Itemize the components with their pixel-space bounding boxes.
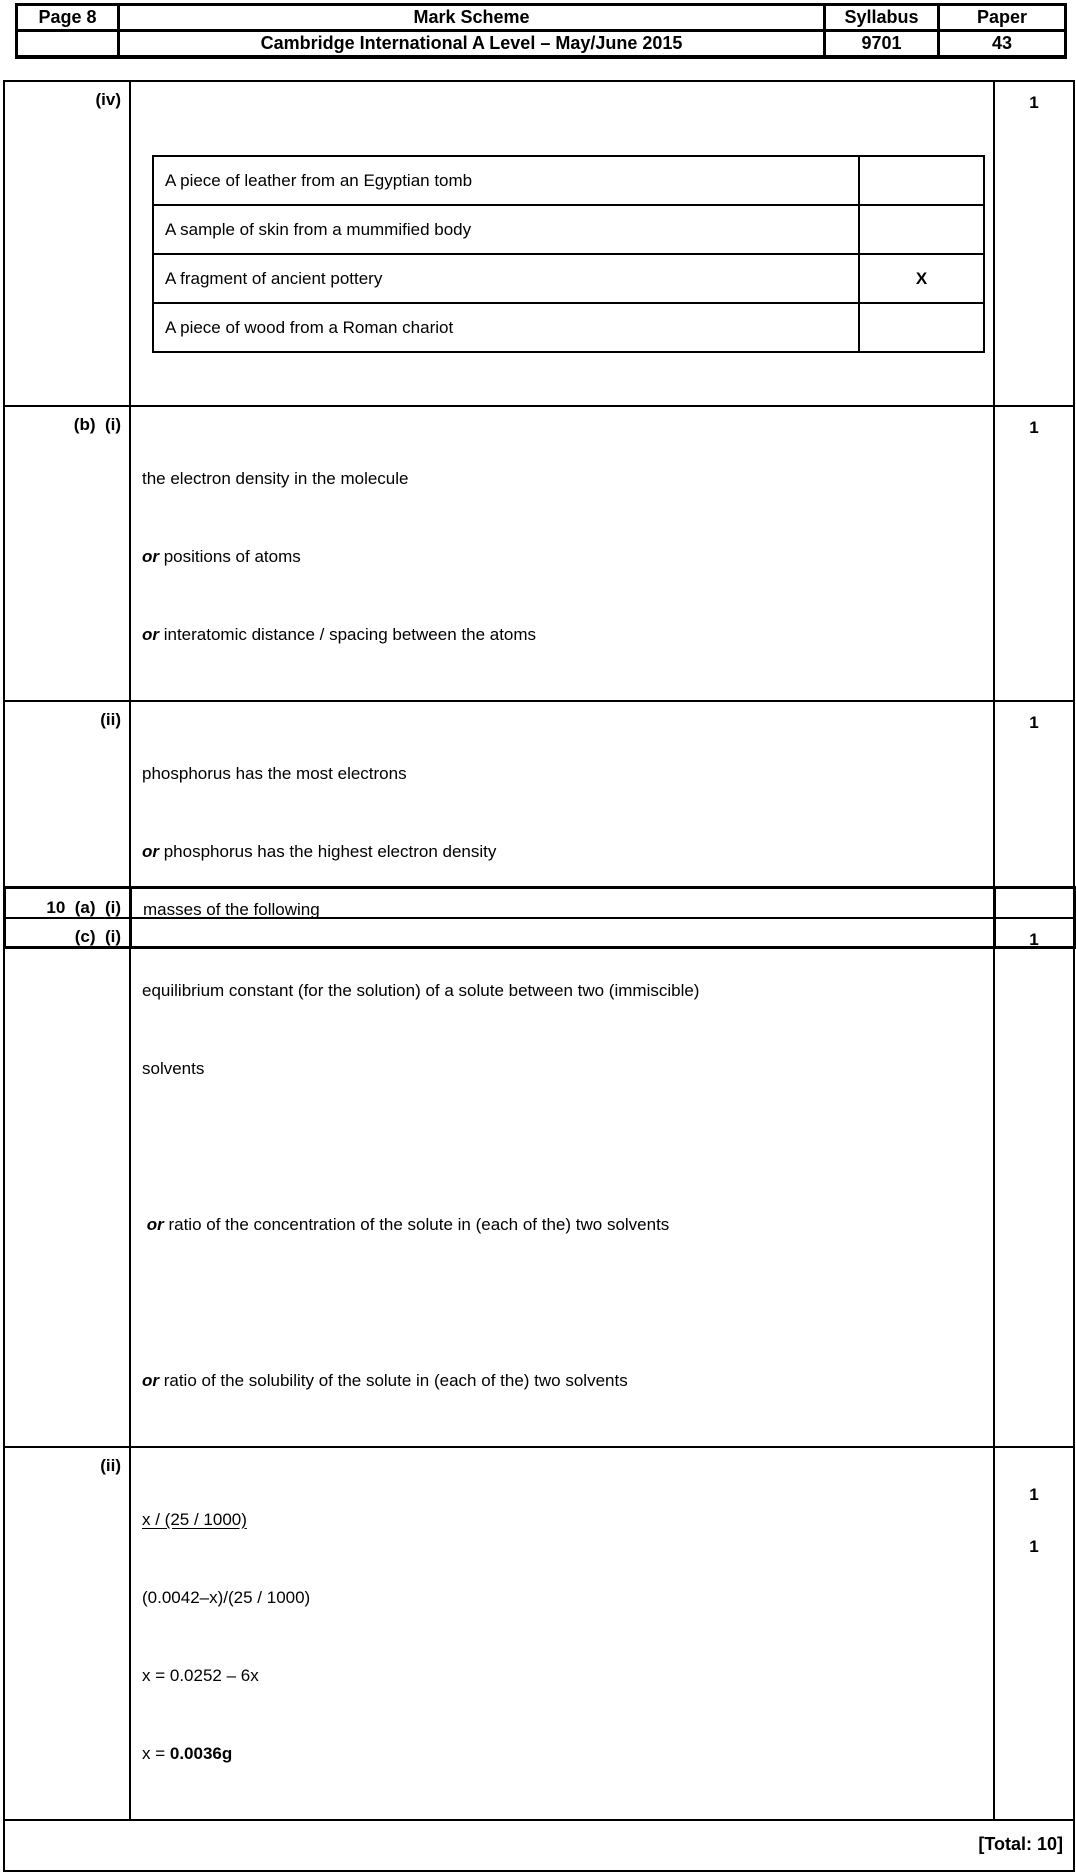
option-text: A piece of wood from a Roman chariot: [153, 303, 859, 352]
answer-text: [130, 406, 994, 701]
option-mark: [859, 303, 984, 352]
header-table: [15, 3, 1067, 59]
syllabus-label: Syllabus: [825, 5, 939, 31]
equation-denominator: (0.0042–x)/(25 / 1000): [142, 1588, 311, 1607]
marks-cell: 1: [994, 406, 1074, 701]
option-mark-x: X: [859, 254, 984, 303]
question-label: (ii): [4, 701, 130, 918]
total-marks: [Total: 10]: [4, 1820, 1074, 1871]
document-title: Mark Scheme: [119, 5, 825, 31]
answer-line: [142, 1134, 985, 1160]
total-row: [4, 1820, 1074, 1871]
paper-value: 43: [939, 31, 1066, 57]
question-label: (iv): [4, 81, 130, 406]
answer-line: or interatomic distance / spacing between the atoms: [142, 625, 537, 644]
option-mark: [859, 156, 984, 205]
syllabus-value: 9701: [825, 31, 939, 57]
answer-line: the electron density in the molecule: [142, 469, 409, 488]
document-subtitle: Cambridge International A Level – May/June 2015: [119, 31, 825, 57]
option-text: A sample of skin from a mummified body: [153, 205, 859, 254]
answer-text: [130, 918, 994, 1447]
marks-cell: 1: [994, 701, 1074, 918]
page-number-empty: [17, 31, 119, 57]
option-text: A fragment of ancient pottery: [153, 254, 859, 303]
answer-line: or phosphorus has the highest electron density: [142, 842, 497, 861]
answer-line: phosphorus has the most electrons: [142, 764, 407, 783]
mark-scheme-table: [3, 80, 1075, 1872]
option-mark: [859, 205, 984, 254]
next-question-table: [3, 886, 1076, 949]
answer-line: equilibrium constant (for the solution) of a solute between two (immiscible): [142, 981, 700, 1000]
paper-label: Paper: [939, 5, 1066, 31]
option-row: [153, 303, 984, 352]
answer-line: solvents: [142, 1059, 205, 1078]
answer-line: or ratio of the solubility of the solute in (each of the) two solvents: [142, 1371, 628, 1390]
question-label: (c) (i): [4, 918, 130, 1447]
row-a-iv: [4, 81, 1074, 406]
question-label: (b) (i): [4, 406, 130, 701]
answer-text: masses of the following: [131, 888, 995, 948]
equation-result: x = 0.0036g: [142, 1744, 233, 1763]
marks-cell: 1 1: [994, 1447, 1074, 1820]
answer-line: or positions of atoms: [142, 547, 301, 566]
row-c-i: [4, 918, 1074, 1447]
option-row: [153, 156, 984, 205]
answer-line: [142, 1290, 985, 1316]
row-b-i: [4, 406, 1074, 701]
option-text: A piece of leather from an Egyptian tomb: [153, 156, 859, 205]
marks-cell: [995, 888, 1075, 948]
option-row: [153, 205, 984, 254]
question-label: 10 (a) (i): [5, 888, 131, 948]
page-number: Page 8: [17, 5, 119, 31]
option-row: [153, 254, 984, 303]
marks-cell: 1: [994, 81, 1074, 406]
answer-line: or ratio of the concentration of the solute in (each of the) two solvents: [142, 1215, 670, 1234]
row-next-partial: [5, 888, 1075, 948]
equation-numerator: x / (25 / 1000): [142, 1510, 247, 1529]
row-c-ii: [4, 1447, 1074, 1820]
working-text: [130, 1447, 994, 1820]
marks-cell: 1: [994, 918, 1074, 1447]
question-label: (ii): [4, 1447, 130, 1820]
equation-line: x = 0.0252 – 6x: [142, 1666, 259, 1685]
options-table: [152, 155, 985, 353]
